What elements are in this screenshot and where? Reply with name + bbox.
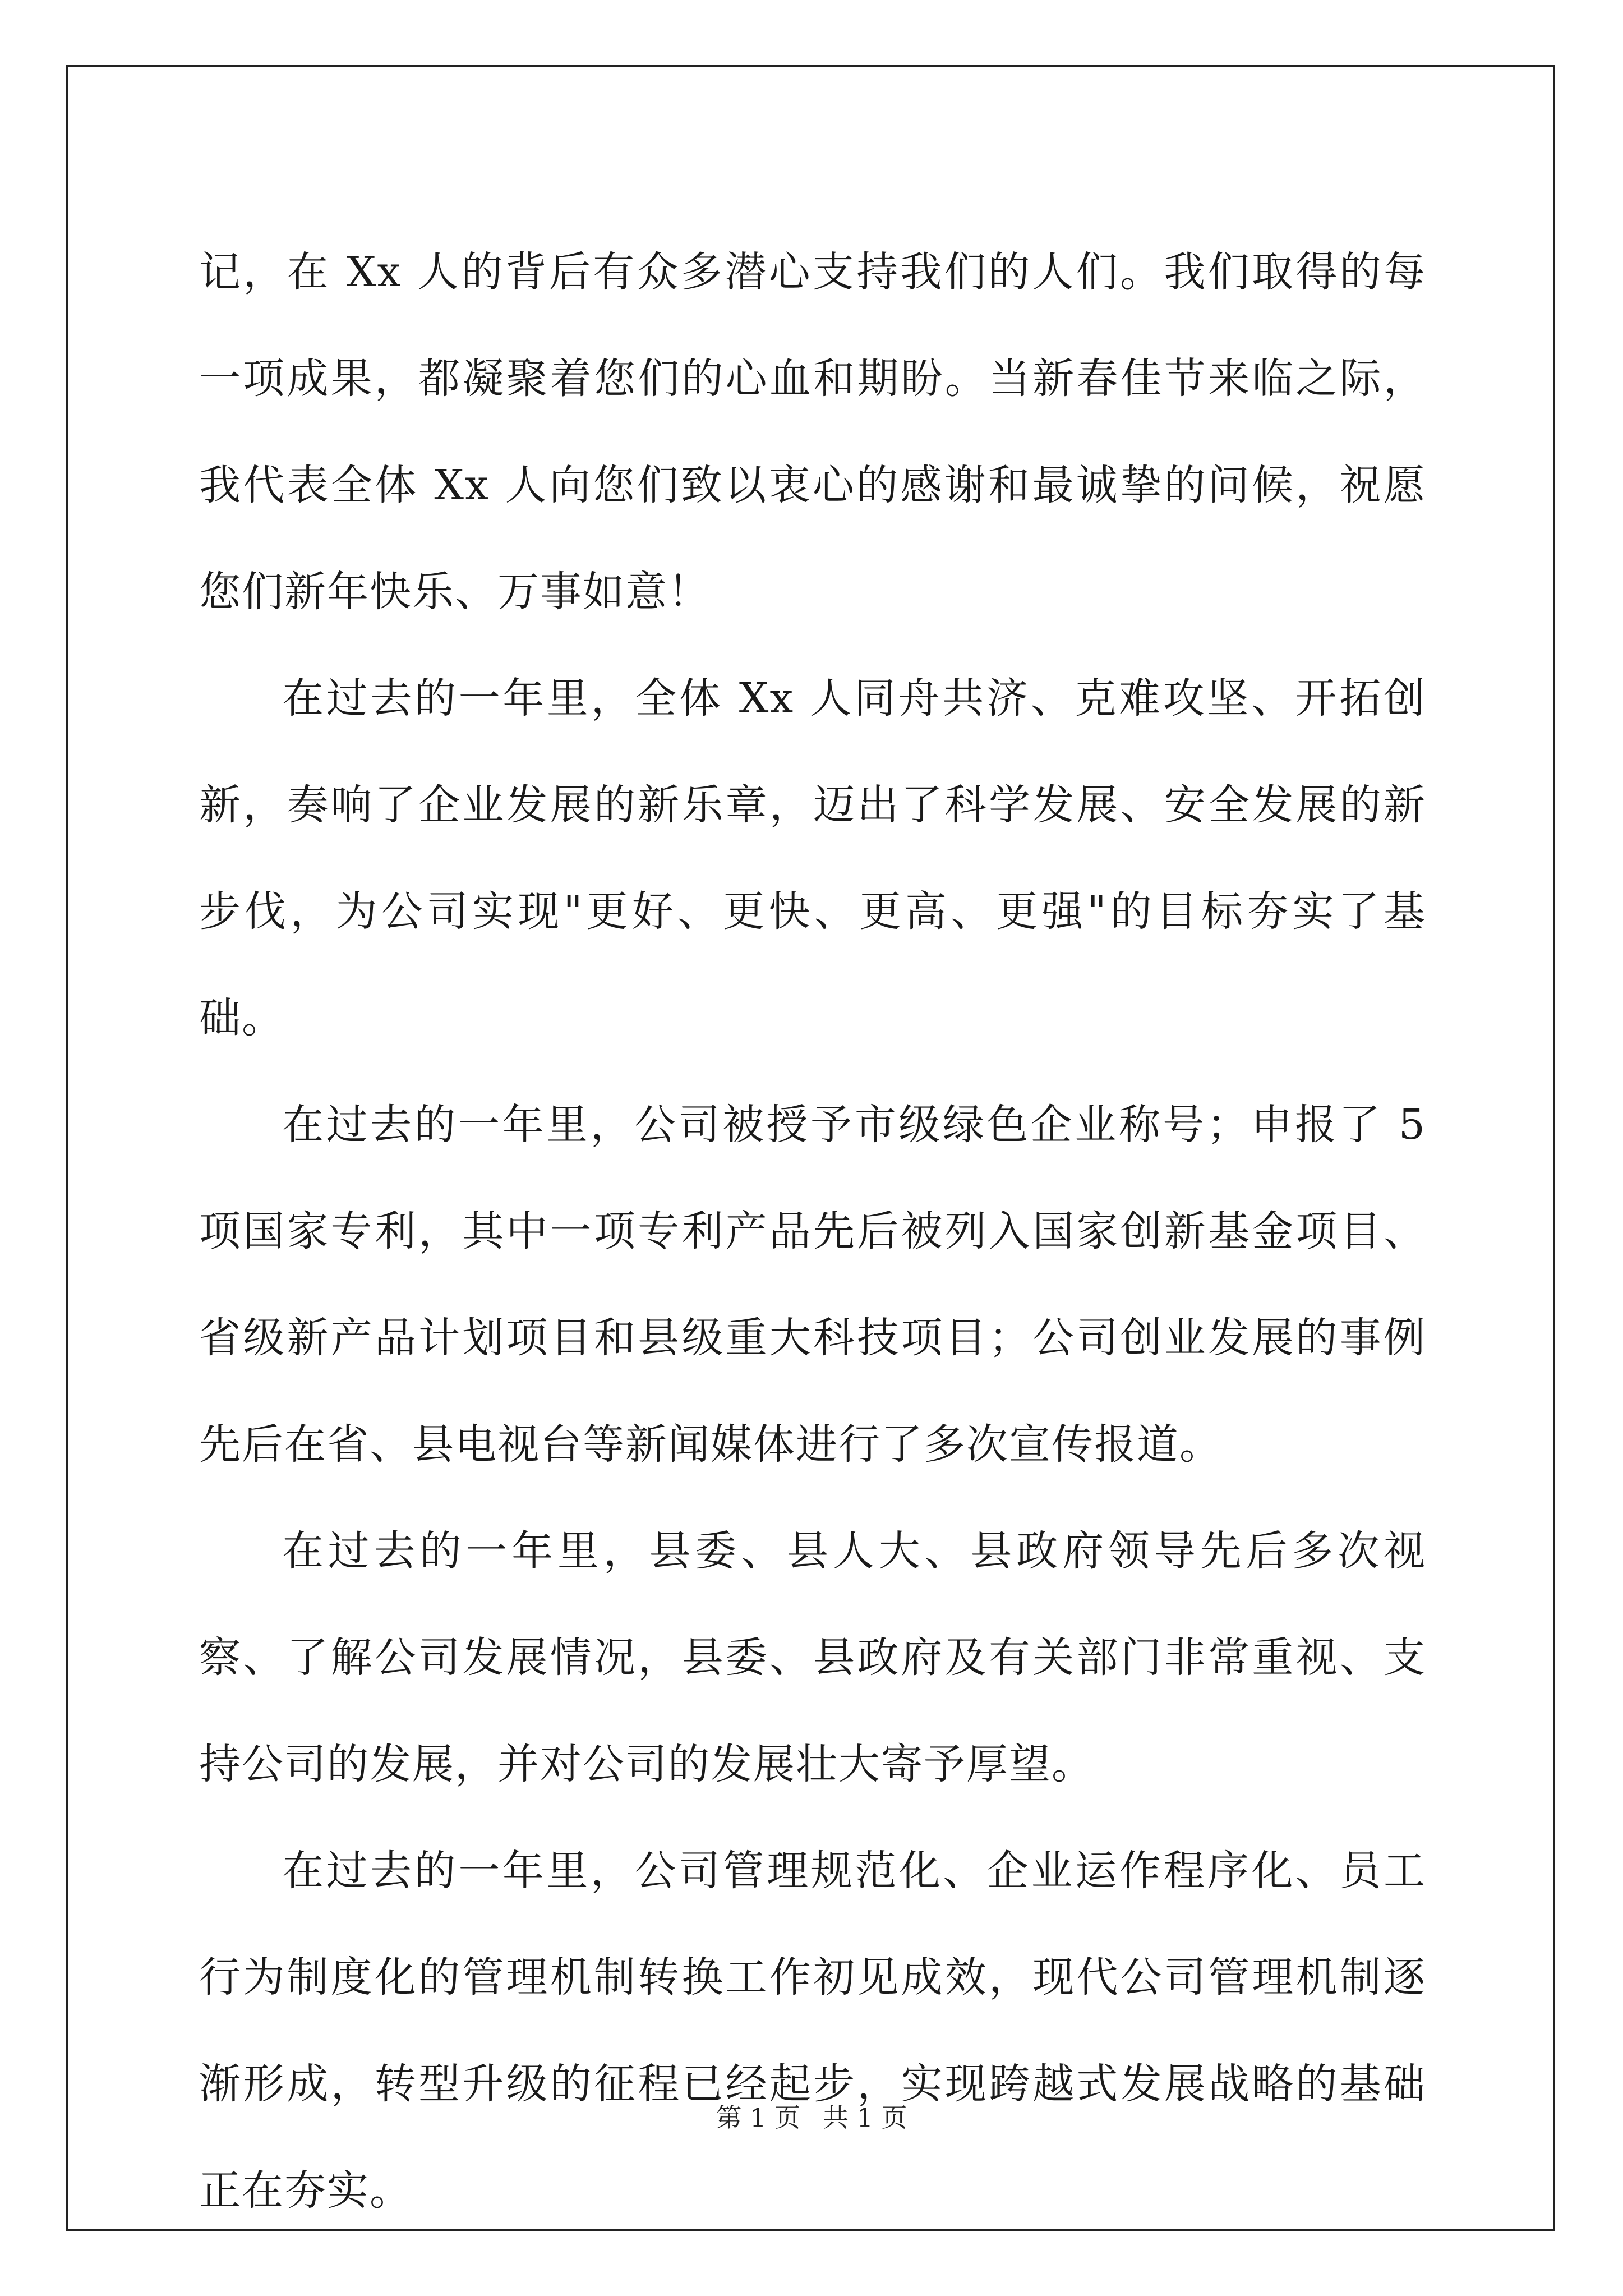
paragraph-5: 在过去的一年里，公司管理规范化、企业运作程序化、员工行为制度化的管理机制转换工作初见成效，现代公司管理机制逐渐形成，转型升级的征程已经起步，实现跨越式发展战略的基础正在夯实。 — [199, 1847, 1426, 2215]
page-number: 第 1 页 — [716, 2102, 800, 2133]
document-body — [199, 219, 1426, 2244]
paragraph-4: 在过去的一年里，县委、县人大、县政府领导先后多次视察、了解公司发展情况，县委、县政府及有关部门非常重视、支持公司的发展，并对公司的发展壮大寄予厚望。 — [199, 1527, 1426, 1788]
page-total: 共 1 页 — [823, 2102, 907, 2133]
page-footer — [0, 2101, 1623, 2134]
paragraph-2: 在过去的一年里，全体 Xx 人同舟共济、克难攻坚、开拓创新，奏响了企业发展的新乐章，迈出了科学发展、安全发展的新步伐，为公司实现"更好、更快、更高、更强"的目标夯实了基础。 — [199, 674, 1426, 1042]
paragraph-1: 记，在 Xx 人的背后有众多潜心支持我们的人们。我们取得的每一项成果，都凝聚着您们的心血和期盼。当新春佳节来临之际，我代表全体 Xx 人向您们致以衷心的感谢和最诚挚的问候，祝愿您们新年快乐、万事如意！ — [199, 248, 1426, 616]
paragraph-3: 在过去的一年里，公司被授予市级绿色企业称号；申报了 5 项国家专利，其中一项专利产品先后被列入国家创新基金项目、省级新产品计划项目和县级重大科技项目；公司创业发展的事例先后在省、县电视台等新闻媒体进行了多次宣传报道。 — [199, 1101, 1426, 1469]
